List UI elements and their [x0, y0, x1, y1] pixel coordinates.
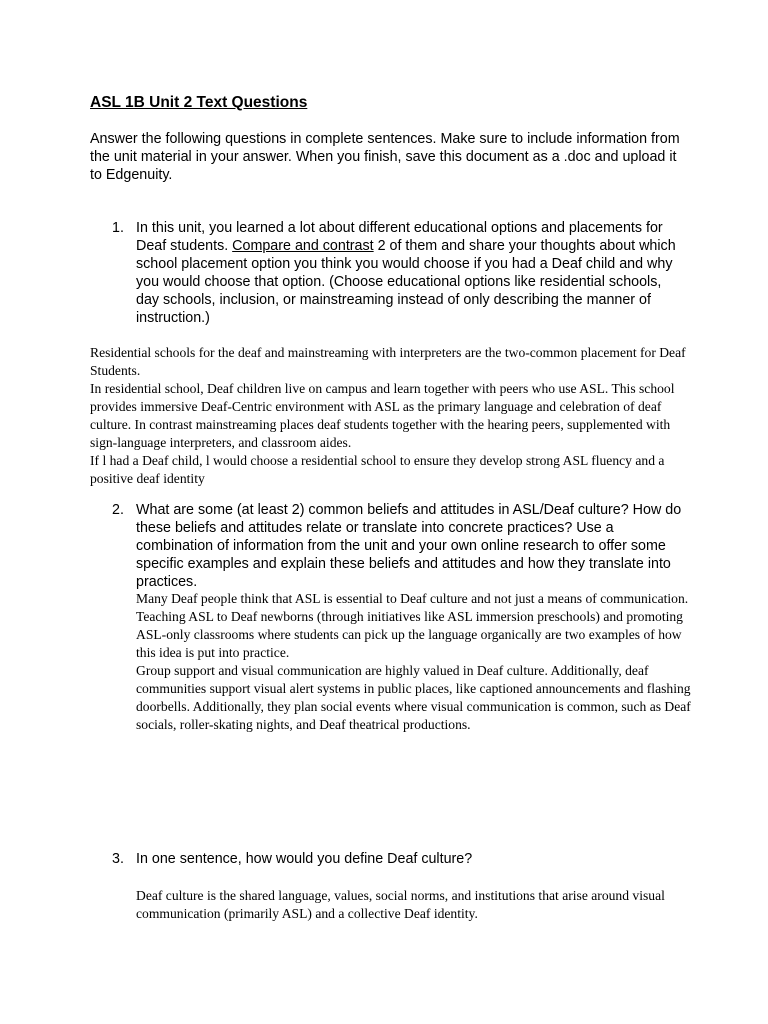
answer-paragraph: Group support and visual communication are highly valued in Deaf culture. Additionally, deaf communities support visual alert systems in public places, like captioned announcements and flashing doorbells. Additionally, they plan social events where visual communication is common, such as Deaf socials, roller-skating nights, and Deaf theatrical productions.	[136, 663, 691, 732]
answer-paragraph: If l had a Deaf child, l would choose a residential school to ensure they develop strong ASL fluency and a positive deaf identity	[90, 453, 665, 486]
question-1	[112, 219, 682, 327]
answer-1	[90, 344, 690, 488]
question-text	[136, 219, 682, 327]
answer-paragraph: In residential school, Deaf children live on campus and learn together with peers who use ASL. This school provides immersive Deaf-Centric environment with ASL as the primary language and celebration of deaf culture. In contrast mainstreaming places deaf students together with the hearing peers, supplemented with sign-language interpreters, and classroom aides.	[90, 381, 675, 450]
page-title: ASL 1B Unit 2 Text Questions	[90, 94, 308, 111]
answer-paragraph: Many Deaf people think that ASL is essential to Deaf culture and not just a means of communication. Teaching ASL to Deaf newborns (through initiatives like ASL immersion preschools) and promoting ASL-only classrooms where students can pick up the language organically are two examples of how this idea is put into practice.	[136, 591, 689, 660]
question-text: What are some (at least 2) common beliefs and attitudes in ASL/Deaf culture? How do these beliefs and attitudes relate or translate into concrete practices? Use a combination of information from the unit and your own online research to offer some specific examples and explain these beliefs and attitudes and how they translate into practices.	[136, 502, 682, 590]
instructions-paragraph: Answer the following questions in complete sentences. Make sure to include information from the unit material in your answer. When you finish, save this document as a .doc and upload it to Edgenuity.	[90, 131, 680, 183]
answer-paragraph: Residential schools for the deaf and mainstreaming with interpreters are the two-common placement for Deaf Students.	[90, 345, 686, 378]
question-text-part: 2 of them and share your thoughts about which school placement option you think you would choose if you had a Deaf child and why you would choose that option. (Choose educational options like residential schools, day schools, inclusion, or mainstreaming instead of only describing the manner of instruction.)	[136, 238, 676, 326]
question-3	[112, 850, 682, 868]
answer-2	[136, 590, 696, 734]
underlined-phrase: Compare and contrast	[232, 238, 374, 254]
question-text: In one sentence, how would you define Deaf culture?	[136, 851, 473, 867]
answer-paragraph: Deaf culture is the shared language, values, social norms, and institutions that arise around visual communication (primarily ASL) and a collective Deaf identity.	[136, 888, 665, 921]
question-2	[112, 501, 682, 591]
question-number: 1.	[112, 220, 124, 236]
question-number: 2.	[112, 502, 124, 518]
answer-3	[136, 887, 696, 923]
question-number: 3.	[112, 851, 124, 867]
question-text-part: In this unit, you learned a lot about different educational options and placements for Deaf students.	[136, 220, 663, 254]
